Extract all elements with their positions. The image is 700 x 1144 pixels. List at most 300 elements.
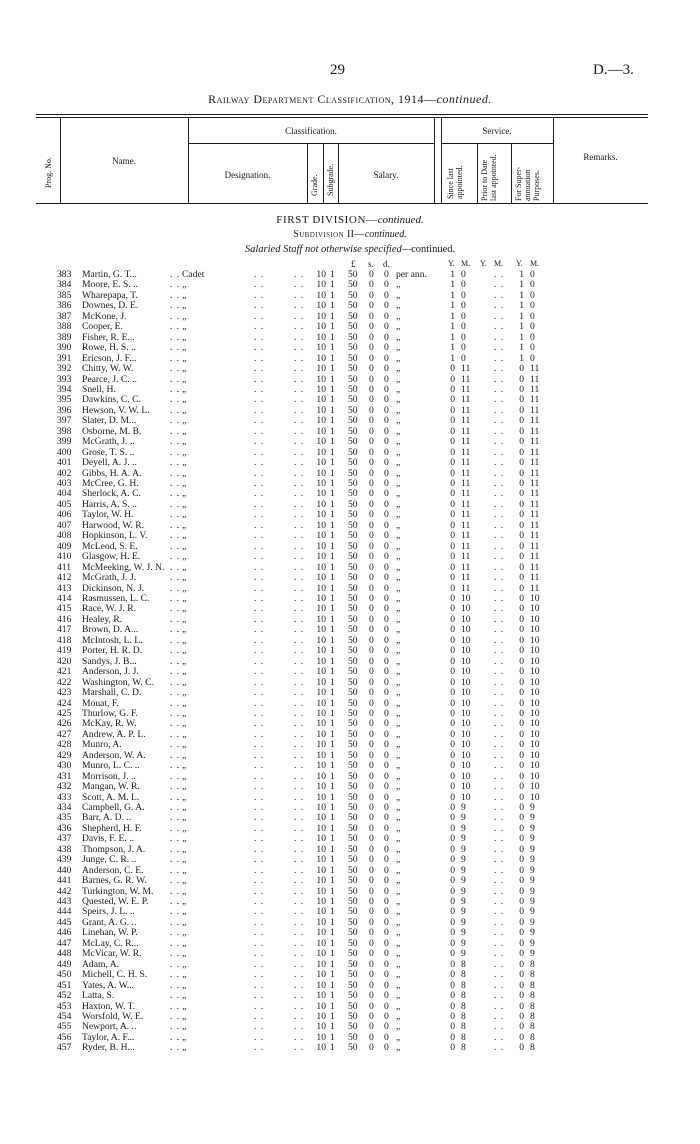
superannuation-months-cell: 10 — [530, 687, 540, 698]
dot-leader: . . — [254, 1010, 265, 1022]
dot-leader: . . — [170, 697, 181, 709]
dot-leader: . . — [294, 666, 305, 678]
salary-shillings-cell: 0 — [369, 781, 374, 792]
salary-pounds-cell: 50 — [348, 885, 358, 897]
dot-leader: . . — [294, 363, 305, 375]
designation-cell: „ — [182, 415, 187, 427]
salary-pence-cell: 0 — [384, 728, 389, 740]
dot-leader: . . — [494, 707, 505, 719]
grade-cell: 10 — [316, 781, 326, 792]
grade-cell: 10 — [316, 457, 326, 469]
superannuation-months-cell: 10 — [530, 728, 540, 740]
name-cell: McKone, J. — [82, 310, 127, 322]
designation-cell: „ — [182, 373, 187, 385]
dot-leader: . . — [170, 425, 181, 437]
since-last-years-cell: 0 — [450, 394, 455, 406]
salary-pounds-cell: 50 — [348, 749, 358, 761]
grade-cell: 10 — [316, 916, 326, 928]
salary-period-cell: „ — [396, 593, 401, 604]
since-last-years-cell: 0 — [450, 927, 455, 939]
since-last-years-cell: 0 — [450, 843, 455, 855]
salary-shillings-cell: 0 — [369, 478, 374, 489]
name-cell: Junge, C. R. .. — [82, 854, 137, 866]
dot-leader: . . — [294, 457, 305, 469]
dot-leader: . . — [254, 383, 265, 395]
dot-leader: . . — [294, 582, 305, 594]
dot-leader: . . — [170, 843, 181, 855]
salary-pence-cell: 0 — [384, 781, 389, 792]
since-last-years-cell: 0 — [450, 864, 455, 876]
prog-no-cell: 416 — [57, 613, 72, 625]
dot-leader: . . — [170, 634, 181, 646]
name-cell: Mangan, W. R. — [82, 781, 140, 792]
salary-pence-cell: 0 — [384, 634, 389, 646]
col-pound: £ — [351, 259, 356, 269]
designation-cell: „ — [182, 603, 187, 615]
dot-leader: . . — [170, 937, 181, 949]
superannuation-years-cell: 1 — [519, 321, 524, 333]
since-last-years-cell: 0 — [450, 415, 455, 427]
name-cell: Brown, D. A... — [82, 624, 139, 636]
header-bottom-rule — [36, 203, 648, 204]
superannuation-years-cell: 0 — [519, 707, 524, 719]
salary-shillings-cell: 0 — [369, 1031, 374, 1043]
superannuation-months-cell: 10 — [530, 645, 540, 657]
dot-leader: . . — [494, 310, 505, 322]
designation-cell: „ — [182, 948, 187, 960]
superannuation-months-cell: 9 — [530, 843, 535, 855]
salary-shillings-cell: 0 — [369, 342, 374, 354]
document-reference: D.—3. — [593, 62, 634, 78]
salary-pence-cell: 0 — [384, 958, 389, 970]
salary-pounds-cell: 50 — [348, 613, 358, 625]
subgrade-cell: 1 — [330, 896, 335, 907]
dot-leader: . . — [254, 801, 265, 813]
dot-leader: . . — [254, 342, 265, 354]
name-cell: Osborne, M. B. — [82, 425, 142, 437]
salary-shillings-cell: 0 — [369, 801, 374, 813]
salary-pence-cell: 0 — [384, 279, 389, 291]
grade-cell: 10 — [316, 896, 326, 907]
salary-pounds-cell: 50 — [348, 634, 358, 646]
since-last-years-cell: 0 — [450, 593, 455, 604]
salary-pence-cell: 0 — [384, 404, 389, 416]
subgrade-cell: 1 — [330, 457, 335, 469]
designation-cell: „ — [182, 655, 187, 667]
since-last-years-cell: 0 — [450, 770, 455, 782]
prog-no-cell: 440 — [57, 864, 72, 876]
salary-pence-cell: 0 — [384, 927, 389, 939]
since-last-years-cell: 0 — [450, 676, 455, 688]
superannuation-years-cell: 0 — [519, 373, 524, 385]
designation-cell: „ — [182, 310, 187, 322]
since-last-years-cell: 0 — [450, 457, 455, 469]
dot-leader: . . — [294, 394, 305, 406]
dot-leader: . . — [494, 404, 505, 416]
dot-leader: . . — [170, 791, 181, 803]
grade-cell: 10 — [316, 937, 326, 949]
salary-pence-cell: 0 — [384, 373, 389, 385]
dot-leader: . . — [254, 436, 265, 448]
name-cell: Chitty, W. W. — [82, 363, 134, 375]
salary-pence-cell: 0 — [384, 1021, 389, 1033]
since-last-months-cell: 10 — [461, 593, 471, 604]
since-last-years-cell: 0 — [450, 728, 455, 740]
subgrade-cell: 1 — [330, 645, 335, 657]
prog-no-cell: 406 — [57, 509, 72, 521]
salary-shillings-cell: 0 — [369, 404, 374, 416]
dot-leader: . . — [494, 415, 505, 427]
dot-leader: . . — [494, 728, 505, 740]
superannuation-months-cell: 8 — [530, 1042, 535, 1054]
since-last-months-cell: 8 — [461, 979, 466, 991]
grade-cell: 10 — [316, 1000, 326, 1012]
salary-pounds-cell: 50 — [348, 707, 358, 719]
since-last-months-cell: 11 — [461, 551, 471, 563]
salary-pounds-cell: 50 — [348, 561, 358, 573]
superannuation-months-cell: 10 — [530, 749, 540, 761]
salary-period-cell: „ — [396, 969, 401, 981]
salary-pence-cell: 0 — [384, 467, 389, 479]
dot-leader: . . — [170, 436, 181, 448]
superannuation-months-cell: 0 — [530, 321, 535, 333]
name-cell: Martin, G. T... — [82, 269, 137, 280]
salary-period-cell: „ — [396, 728, 401, 740]
salary-shillings-cell: 0 — [369, 958, 374, 970]
header-service: Service. — [482, 126, 512, 136]
dot-leader: . . — [294, 697, 305, 709]
dot-leader: . . — [294, 739, 305, 751]
since-last-years-cell: 0 — [450, 979, 455, 991]
salary-period-cell: „ — [396, 321, 401, 333]
superannuation-years-cell: 0 — [519, 1000, 524, 1012]
name-cell: Deyell, A. J. .. — [82, 457, 137, 469]
superannuation-years-cell: 0 — [519, 1042, 524, 1054]
table-row — [0, 688, 700, 698]
dot-leader: . . — [170, 749, 181, 761]
dot-leader: . . — [170, 530, 181, 542]
superannuation-years-cell: 0 — [519, 864, 524, 876]
designation-cell: „ — [182, 1021, 187, 1033]
salary-period-cell: „ — [396, 760, 401, 772]
grade-cell: 10 — [316, 331, 326, 343]
dot-leader: . . — [294, 990, 305, 1001]
salary-pence-cell: 0 — [384, 906, 389, 918]
dot-leader: . . — [494, 896, 505, 907]
superannuation-months-cell: 11 — [530, 457, 540, 469]
salary-pence-cell: 0 — [384, 561, 389, 573]
grade-cell: 10 — [316, 415, 326, 427]
grade-cell: 10 — [316, 363, 326, 375]
name-cell: Snell, H. — [82, 383, 116, 395]
dot-leader: . . — [294, 833, 305, 845]
salary-shillings-cell: 0 — [369, 509, 374, 521]
since-last-months-cell: 9 — [461, 885, 466, 897]
superannuation-months-cell: 10 — [530, 603, 540, 615]
name-cell: Dickinson, N. J. — [82, 582, 145, 594]
dot-leader: . . — [254, 415, 265, 427]
superannuation-months-cell: 8 — [530, 1021, 535, 1033]
dot-leader: . . — [294, 530, 305, 542]
since-last-months-cell: 8 — [461, 1021, 466, 1033]
grade-cell: 10 — [316, 822, 326, 834]
grade-cell: 10 — [316, 582, 326, 594]
dot-leader: . . — [294, 383, 305, 395]
salary-shillings-cell: 0 — [369, 676, 374, 688]
dot-leader: . . — [494, 749, 505, 761]
since-last-months-cell: 9 — [461, 822, 466, 834]
subgrade-cell: 1 — [330, 655, 335, 667]
salary-pounds-cell: 50 — [348, 958, 358, 970]
table-row — [0, 573, 700, 583]
subgrade-cell: 1 — [330, 927, 335, 939]
dot-leader: . . — [494, 593, 505, 604]
salary-pounds-cell: 50 — [348, 478, 358, 489]
superannuation-months-cell: 9 — [530, 812, 535, 824]
dot-leader: . . — [494, 885, 505, 897]
grade-cell: 10 — [316, 760, 326, 772]
since-last-months-cell: 10 — [461, 707, 471, 719]
grade-cell: 10 — [316, 833, 326, 845]
superannuation-years-cell: 1 — [519, 279, 524, 291]
superannuation-months-cell: 0 — [530, 279, 535, 291]
col-shillings: s. — [368, 259, 374, 269]
salary-pence-cell: 0 — [384, 457, 389, 469]
dot-leader: . . — [170, 655, 181, 667]
col-years-3: Y. — [516, 259, 523, 268]
since-last-years-cell: 0 — [450, 498, 455, 510]
designation-cell: „ — [182, 613, 187, 625]
grade-cell: 10 — [316, 801, 326, 813]
prog-no-cell: 417 — [57, 624, 72, 636]
table-row — [0, 437, 700, 447]
salary-pence-cell: 0 — [384, 655, 389, 667]
dot-leader: . . — [254, 530, 265, 542]
dot-leader: . . — [494, 958, 505, 970]
salary-pounds-cell: 50 — [348, 1031, 358, 1043]
grade-cell: 10 — [316, 687, 326, 698]
superannuation-years-cell: 0 — [519, 655, 524, 667]
dot-leader: . . — [294, 1021, 305, 1033]
since-last-months-cell: 9 — [461, 916, 466, 928]
name-cell: Wharepapa, T. — [82, 289, 138, 301]
name-cell: McGrath, J. J. — [82, 572, 137, 583]
salary-period-cell: „ — [396, 509, 401, 521]
salary-shillings-cell: 0 — [369, 718, 374, 730]
since-last-months-cell: 10 — [461, 697, 471, 709]
grade-cell: 10 — [316, 843, 326, 855]
salary-pounds-cell: 50 — [348, 655, 358, 667]
since-last-months-cell: 8 — [461, 1000, 466, 1012]
dot-leader: . . — [294, 551, 305, 563]
prog-no-cell: 394 — [57, 383, 72, 395]
since-last-months-cell: 9 — [461, 801, 466, 813]
dot-leader: . . — [254, 310, 265, 322]
dot-leader: . . — [494, 582, 505, 594]
since-last-months-cell: 11 — [461, 498, 471, 510]
prog-no-cell: 452 — [57, 990, 72, 1001]
since-last-years-cell: 0 — [450, 509, 455, 521]
name-cell: Hopkinson, L. V. — [82, 530, 148, 542]
grade-cell: 10 — [316, 906, 326, 918]
salary-shillings-cell: 0 — [369, 498, 374, 510]
superannuation-months-cell: 11 — [530, 363, 540, 375]
superannuation-months-cell: 9 — [530, 822, 535, 834]
subgrade-cell: 1 — [330, 666, 335, 678]
dot-leader: . . — [170, 363, 181, 375]
grade-cell: 10 — [316, 488, 326, 500]
dot-leader: . . — [294, 572, 305, 583]
subgrade-cell: 1 — [330, 854, 335, 866]
salary-pounds-cell: 50 — [348, 383, 358, 395]
salary-pence-cell: 0 — [384, 310, 389, 322]
subgrade-cell: 1 — [330, 363, 335, 375]
dot-leader: . . — [254, 331, 265, 343]
dot-leader: . . — [254, 572, 265, 583]
dot-leader: . . — [494, 519, 505, 531]
since-last-months-cell: 0 — [461, 342, 466, 354]
salary-pence-cell: 0 — [384, 425, 389, 437]
since-last-months-cell: 11 — [461, 425, 471, 437]
superannuation-years-cell: 0 — [519, 906, 524, 918]
dot-leader: . . — [254, 822, 265, 834]
salary-shillings-cell: 0 — [369, 1000, 374, 1012]
subgrade-cell: 1 — [330, 593, 335, 604]
superannuation-years-cell: 0 — [519, 613, 524, 625]
dot-leader: . . — [170, 1042, 181, 1054]
name-cell: Latta, S. — [82, 990, 115, 1001]
dot-leader: . . — [170, 1021, 181, 1033]
salary-shillings-cell: 0 — [369, 310, 374, 322]
salary-period-cell: „ — [396, 770, 401, 782]
designation-cell: „ — [182, 739, 187, 751]
since-last-months-cell: 9 — [461, 854, 466, 866]
salary-period-cell: „ — [396, 634, 401, 646]
dot-leader: . . — [494, 530, 505, 542]
header-since-last: Since last appointed. — [446, 165, 464, 199]
name-cell: Fisher, R. E... — [82, 331, 135, 343]
dot-leader: . . — [170, 687, 181, 698]
salary-period-cell: „ — [396, 498, 401, 510]
designation-cell: „ — [182, 624, 187, 636]
salary-pence-cell: 0 — [384, 1000, 389, 1012]
superannuation-years-cell: 0 — [519, 1031, 524, 1043]
salary-pence-cell: 0 — [384, 509, 389, 521]
since-last-years-cell: 0 — [450, 425, 455, 437]
superannuation-months-cell: 10 — [530, 624, 540, 636]
salary-period-cell: „ — [396, 666, 401, 678]
dot-leader: . . — [254, 519, 265, 531]
salary-shillings-cell: 0 — [369, 321, 374, 333]
dot-leader: . . — [170, 781, 181, 792]
dot-leader: . . — [254, 478, 265, 489]
salary-pence-cell: 0 — [384, 540, 389, 552]
designation-cell: „ — [182, 436, 187, 448]
subgrade-cell: 1 — [330, 749, 335, 761]
prog-no-cell: 426 — [57, 718, 72, 730]
subgrade-cell: 1 — [330, 383, 335, 395]
name-cell: Healey, R. — [82, 613, 123, 625]
grade-cell: 10 — [316, 321, 326, 333]
salary-pounds-cell: 50 — [348, 415, 358, 427]
superannuation-years-cell: 1 — [519, 300, 524, 312]
name-cell: Campbell, G. A. — [82, 801, 145, 813]
since-last-months-cell: 10 — [461, 676, 471, 688]
subgrade-cell: 1 — [330, 990, 335, 1001]
salary-pence-cell: 0 — [384, 1031, 389, 1043]
dot-leader: . . — [170, 718, 181, 730]
salary-pence-cell: 0 — [384, 739, 389, 751]
subgrade-cell: 1 — [330, 279, 335, 291]
superannuation-years-cell: 0 — [519, 425, 524, 437]
since-last-years-cell: 0 — [450, 885, 455, 897]
dot-leader: . . — [170, 572, 181, 583]
dot-leader: . . — [254, 593, 265, 604]
since-last-years-cell: 1 — [450, 300, 455, 312]
salary-shillings-cell: 0 — [369, 760, 374, 772]
since-last-years-cell: 0 — [450, 582, 455, 594]
prog-no-cell: 429 — [57, 749, 72, 761]
salary-period-cell: „ — [396, 488, 401, 500]
prog-no-cell: 412 — [57, 572, 72, 583]
superannuation-months-cell: 10 — [530, 593, 540, 604]
name-cell: Washington, W. C. — [82, 676, 154, 688]
prog-no-cell: 456 — [57, 1031, 72, 1043]
since-last-months-cell: 9 — [461, 864, 466, 876]
subgrade-cell: 1 — [330, 624, 335, 636]
designation-cell: „ — [182, 875, 187, 887]
dot-leader: . . — [294, 969, 305, 981]
salary-pence-cell: 0 — [384, 446, 389, 458]
since-last-years-cell: 0 — [450, 801, 455, 813]
since-last-years-cell: 0 — [450, 488, 455, 500]
subgrade-cell: 1 — [330, 739, 335, 751]
col-rule — [477, 143, 478, 203]
salary-shillings-cell: 0 — [369, 728, 374, 740]
since-last-months-cell: 11 — [461, 404, 471, 416]
salary-shillings-cell: 0 — [369, 300, 374, 312]
dot-leader: . . — [294, 342, 305, 354]
dot-leader: . . — [494, 864, 505, 876]
salary-period-cell: „ — [396, 530, 401, 542]
header-prior-to-date: Prior to Date last appointed. — [480, 154, 498, 201]
grade-cell: 10 — [316, 436, 326, 448]
name-cell: Ryder, B. H... — [82, 1042, 135, 1054]
salary-shillings-cell: 0 — [369, 770, 374, 782]
salary-pence-cell: 0 — [384, 269, 389, 280]
since-last-months-cell: 0 — [461, 310, 466, 322]
dot-leader: . . — [254, 979, 265, 991]
salary-pence-cell: 0 — [384, 676, 389, 688]
subgrade-cell: 1 — [330, 530, 335, 542]
superannuation-months-cell: 11 — [530, 394, 540, 406]
table-row — [0, 1043, 700, 1053]
superannuation-months-cell: 9 — [530, 854, 535, 866]
grade-cell: 10 — [316, 561, 326, 573]
salary-pence-cell: 0 — [384, 801, 389, 813]
salary-shillings-cell: 0 — [369, 425, 374, 437]
salary-pounds-cell: 50 — [348, 718, 358, 730]
since-last-years-cell: 0 — [450, 916, 455, 928]
salary-shillings-cell: 0 — [369, 655, 374, 667]
grade-cell: 10 — [316, 269, 326, 280]
dot-leader: . . — [294, 478, 305, 489]
since-last-years-cell: 0 — [450, 958, 455, 970]
salary-shillings-cell: 0 — [369, 352, 374, 364]
salary-period-cell: „ — [396, 425, 401, 437]
dot-leader: . . — [494, 655, 505, 667]
salary-period-cell: „ — [396, 352, 401, 364]
